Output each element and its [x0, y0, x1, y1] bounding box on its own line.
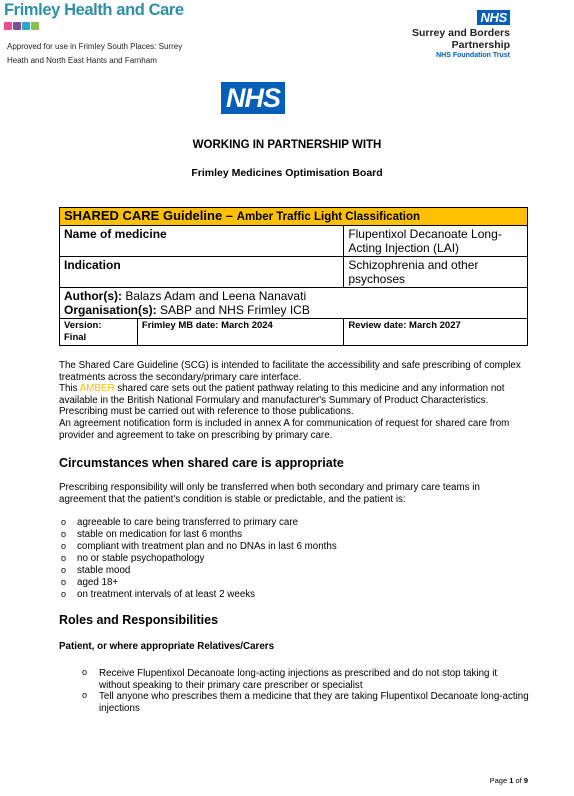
list-item: o compliant with treatment plan and no DNAs in last 6 months: [59, 541, 337, 553]
leaf-icon: [31, 22, 39, 30]
list-item: o no or stable psychopathology: [59, 553, 337, 565]
frimley-logo: [4, 1, 184, 30]
mb-date: Frimley MB date: March 2024: [137, 319, 343, 346]
dates-row: Version: Final Frimley MB date: March 2024 Review date: March 2027: [60, 319, 528, 346]
frimley-logo-title: Frimley Health and Care: [4, 1, 184, 19]
list-item: o Receive Flupentixol Decanoate long-acting injections as prescribed and do not stop taking it without speaking to their primary care prescriber or specialist: [80, 668, 530, 691]
review-date: Review date: March 2027: [344, 319, 528, 346]
family-icon: [22, 22, 30, 30]
sabp-logo: NHS Surrey and Borders Partnership NHS Foundation Trust: [411, 10, 510, 59]
circumstances-list: [59, 517, 337, 601]
author-row: Author(s): Balazs Adam and Leena Nanavati Organisation(s): SABP and NHS Frimley ICB: [60, 288, 528, 319]
nhs-logo: NHS: [221, 82, 285, 114]
frimley-logo-icons: [4, 22, 184, 30]
page-number: Page 1 of 9: [489, 776, 528, 785]
list-item: o stable on medication for last 6 months: [59, 529, 337, 541]
board-heading: Frimley Medicines Optimisation Board: [191, 167, 383, 179]
person-icon: [13, 22, 21, 30]
roles-list: [80, 668, 530, 714]
approval-note: Approved for use in Frimley South Places: Surrey Heath and North East Hants and Farnham: [7, 42, 183, 65]
table-title-row: SHARED CARE Guideline – Amber Traffic Light Classification: [60, 208, 528, 226]
medicine-row: Name of medicine Flupentixol Decanoate Long-Acting Injection (LAI): [60, 226, 528, 257]
list-item: o on treatment intervals of at least 2 weeks: [59, 589, 337, 601]
list-item: o aged 18+: [59, 577, 337, 589]
partnership-heading: WORKING IN PARTNERSHIP WITH: [192, 139, 382, 151]
roles-heading: Roles and Responsibilities: [59, 613, 219, 627]
intro-text: The Shared Care Guideline (SCG) is intended to facilitate the accessibility and safe prescribing of complex treatments across the secondary/primary care interface. This AMBER shared care sets out the patient pathway relating to this medicine and any information not available in the British National Formulary and manufacturer's Summary of Product Characteristics. Prescribing must be carried out with reference to those publications. An agreement notification form is included in annex A for communication of request for shared care from provider and agreement to take on prescribing by primary care.: [59, 360, 521, 441]
roles-subheading: Patient, or where appropriate Relatives/Carers: [59, 641, 275, 652]
list-item: o Tell anyone who prescribes them a medicine that they are taking Flupentixol Decanoate long-acting injections: [80, 691, 530, 714]
list-item: o agreeable to care being transferred to primary care: [59, 517, 337, 529]
nhs-logo-small: NHS: [477, 10, 510, 25]
heart-icon: [4, 22, 12, 30]
guideline-info-table: [59, 207, 528, 346]
list-item: o stable mood: [59, 565, 337, 577]
circumstances-intro: Prescribing responsibility will only be transferred when both secondary and primary care teams in agreement that the patient's condition is stable or predictable, and the patient is:: [59, 482, 480, 505]
circumstances-heading: Circumstances when shared care is appropriate: [59, 456, 344, 470]
indication-row: Indication Schizophrenia and other psychoses: [60, 257, 528, 288]
